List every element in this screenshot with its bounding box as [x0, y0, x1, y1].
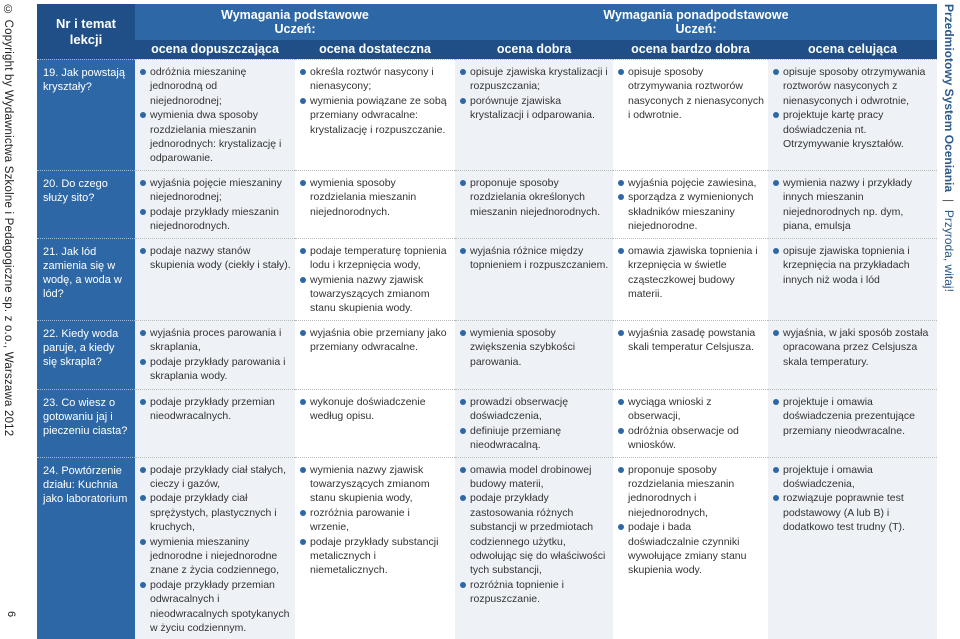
requirement-item: podaje przykłady substancji metalicznych i niemetalicznych.: [299, 535, 451, 578]
requirement-item: porównuje zjawiska krystalizacji i odparowania.: [459, 94, 609, 123]
requirement-item: odróżnia mieszaninę jednorodną od niejednorodnej;: [139, 65, 291, 108]
requirement-item: opisuje sposoby otrzymywania roztworów nasyconych z nienasyconych i odwrotnie.: [617, 65, 764, 123]
requirement-cell: [135, 389, 295, 457]
requirement-list: [617, 395, 764, 453]
requirement-item: wymienia nazwy zjawisk towarzyszących zmianom stanu skupienia wody.: [299, 273, 451, 316]
requirement-list: [139, 176, 291, 234]
lesson-title: 19. Jak powstają kryształy?: [37, 59, 135, 170]
grade-header: ocena celująca: [768, 40, 937, 59]
requirement-item: omawia zjawiska topnienia i krzepnięcia w świetle cząsteczkowej budowy materii.: [617, 244, 764, 302]
page-number: 6: [5, 611, 17, 617]
basic-requirements-title: Wymagania podstawowe: [135, 8, 455, 22]
requirement-list: [617, 244, 764, 302]
requirement-cell: [613, 170, 768, 238]
requirement-item: prowadzi obserwację doświadczenia,: [459, 395, 609, 424]
requirement-list: [459, 176, 609, 219]
requirement-item: rozróżnia parowanie i wrzenie,: [299, 506, 451, 535]
advanced-requirements-sub: Uczeń:: [455, 22, 937, 36]
requirement-list: [139, 395, 291, 424]
requirement-cell: [768, 320, 937, 389]
requirement-cell: [455, 238, 613, 320]
lesson-title: 21. Jak lód zamienia się w wodę, a woda w lód?: [37, 238, 135, 320]
requirement-cell: [295, 457, 455, 639]
requirement-cell: [768, 170, 937, 238]
requirement-item: wyjaśnia, w jaki sposób została opracowana przez Celsjusza skala temperatury.: [772, 326, 933, 369]
advanced-requirements-title: Wymagania ponadpodstawowe: [455, 8, 937, 22]
requirement-cell: [768, 59, 937, 170]
requirement-item: podaje nazwy stanów skupienia wody (ciekły i stały).: [139, 244, 291, 273]
series-title: Przedmiotowy System Oceniania: [942, 4, 956, 192]
requirement-cell: [295, 59, 455, 170]
requirement-list: [139, 326, 291, 384]
requirement-list: [617, 463, 764, 578]
requirement-cell: [135, 457, 295, 639]
requirement-item: wyjaśnia proces parowania i skraplania,: [139, 326, 291, 355]
requirement-item: omawia model drobinowej budowy materii,: [459, 463, 609, 492]
basic-requirements-sub: Uczeń:: [135, 22, 455, 36]
requirement-item: odróżnia obserwacje od wniosków.: [617, 424, 764, 453]
grade-header: ocena dobra: [455, 40, 613, 59]
requirement-cell: [613, 59, 768, 170]
requirement-cell: [295, 320, 455, 389]
requirement-cell: [455, 170, 613, 238]
requirement-item: opisuje zjawiska topnienia i krzepnięcia na przykładach innych niż woda i lód: [772, 244, 933, 287]
grade-header: ocena dostateczna: [295, 40, 455, 59]
requirement-item: wymienia mieszaniny jednorodne i niejednorodne znane z życia codziennego,: [139, 535, 291, 578]
requirement-list: [299, 65, 451, 137]
requirement-cell: [613, 238, 768, 320]
requirement-cell: [613, 457, 768, 639]
table-row: [37, 238, 937, 320]
requirement-list: [772, 463, 933, 535]
requirement-item: podaje przykłady mieszanin niejednorodnych.: [139, 205, 291, 234]
requirement-list: [772, 244, 933, 287]
requirement-item: rozwiązuje poprawnie test podstawowy (A lub B) i dodatkowo test trudny (T).: [772, 491, 933, 534]
lesson-title: 22. Kiedy woda paruje, a kiedy się skrapla?: [37, 320, 135, 389]
requirement-item: definiuje przemianę nieodwracalną.: [459, 424, 609, 453]
subject-title: Przyroda, witaj!: [942, 210, 956, 292]
requirement-list: [772, 65, 933, 151]
requirement-item: wyjaśnia różnice między topnieniem i rozpuszczaniem.: [459, 244, 609, 273]
requirement-cell: [135, 238, 295, 320]
requirement-list: [299, 326, 451, 355]
header-separator: |: [942, 199, 956, 202]
requirement-item: podaje przykłady przemian nieodwracalnych.: [139, 395, 291, 424]
requirement-list: [772, 395, 933, 438]
requirement-item: projektuje i omawia doświadczenia,: [772, 463, 933, 492]
table-row: [37, 320, 937, 389]
lesson-title: 24. Powtórzenie działu: Kuchnia jako laboratorium: [37, 457, 135, 639]
requirement-list: [772, 326, 933, 369]
requirement-item: wyjaśnia pojęcie zawiesina,: [617, 176, 764, 190]
requirement-list: [139, 244, 291, 273]
requirement-cell: [455, 59, 613, 170]
requirement-item: projektuje kartę pracy doświadczenia nt. Otrzymywanie kryształów.: [772, 108, 933, 151]
right-margin: [938, 0, 960, 621]
requirement-list: [617, 65, 764, 123]
requirement-item: wymienia sposoby rozdzielania mieszanin niejednorodnych.: [299, 176, 451, 219]
requirement-item: podaje przykłady ciał sprężystych, plastycznych i kruchych,: [139, 491, 291, 534]
requirement-item: podaje temperaturę topnienia lodu i krzepnięcia wody,: [299, 244, 451, 273]
requirement-cell: [455, 389, 613, 457]
lesson-title: 20. Do czego służy sito?: [37, 170, 135, 238]
requirement-item: opisuje sposoby otrzymywania roztworów nasyconych z nienasyconych i odwrotnie,: [772, 65, 933, 108]
requirements-table: [37, 4, 937, 639]
requirement-item: opisuje zjawiska krystalizacji i rozpuszczania;: [459, 65, 609, 94]
requirement-item: podaje i bada doświadczalnie czynniki wywołujące zmiany stanu skupienia wody.: [617, 520, 764, 578]
requirement-cell: [135, 59, 295, 170]
requirement-list: [299, 176, 451, 219]
requirement-list: [459, 463, 609, 607]
requirement-item: wyjaśnia zasadę powstania skali temperatur Celsjusza.: [617, 326, 764, 355]
requirement-item: proponuje sposoby rozdzielania określonych mieszanin niejednorodnych.: [459, 176, 609, 219]
requirement-item: wymienia dwa sposoby rozdzielania mieszanin jednorodnych: krystalizację i odparowanie.: [139, 108, 291, 166]
requirement-item: podaje przykłady zastosowania różnych substancji w przedmiotach codziennego użytku, odwołując się do właściwości tych substancji,: [459, 491, 609, 577]
requirement-list: [459, 244, 609, 273]
requirement-cell: [295, 170, 455, 238]
requirement-item: określa roztwór nasycony i nienasycony;: [299, 65, 451, 94]
requirement-item: rozróżnia topnienie i rozpuszczanie.: [459, 578, 609, 607]
requirement-item: projektuje i omawia doświadczenia prezentujące przemiany nieodwracalne.: [772, 395, 933, 438]
requirement-list: [139, 65, 291, 166]
requirement-item: wyjaśnia pojęcie mieszaniny niejednorodnej;: [139, 176, 291, 205]
requirement-list: [617, 326, 764, 355]
requirement-cell: [768, 238, 937, 320]
requirement-list: [459, 65, 609, 123]
requirement-list: [299, 463, 451, 578]
requirement-item: proponuje sposoby rozdzielania mieszanin jednorodnych i niejednorodnych,: [617, 463, 764, 521]
requirement-item: sporządza z wymienionych składników mieszaniny niejednorodne.: [617, 190, 764, 233]
requirement-cell: [455, 457, 613, 639]
requirement-item: wyjaśnia obie przemiany jako przemiany odwracalne.: [299, 326, 451, 355]
requirement-cell: [135, 320, 295, 389]
requirement-item: wymienia nazwy i przykłady innych mieszanin niejednorodnych np. dym, piana, emulsja: [772, 176, 933, 234]
grade-header: ocena dopuszczająca: [135, 40, 295, 59]
requirement-item: wyciąga wnioski z obserwacji,: [617, 395, 764, 424]
requirement-list: [459, 326, 609, 369]
grade-header: ocena bardzo dobra: [613, 40, 768, 59]
running-header: [942, 4, 956, 292]
copyright-text: © Copyright by Wydawnictwa Szkolne i Pedagogiczne sp. z o.o., Warszawa 2012: [2, 4, 14, 436]
requirement-cell: [135, 170, 295, 238]
requirement-cell: [295, 238, 455, 320]
requirement-list: [459, 395, 609, 453]
advanced-requirements-header: [455, 4, 937, 40]
requirement-list: [299, 244, 451, 316]
requirement-item: wymienia nazwy zjawisk towarzyszących zmianom stanu skupienia wody,: [299, 463, 451, 506]
requirement-item: podaje przykłady ciał stałych, cieczy i gazów,: [139, 463, 291, 492]
requirement-cell: [455, 320, 613, 389]
requirement-cell: [768, 389, 937, 457]
requirement-cell: [295, 389, 455, 457]
left-margin: [0, 0, 22, 621]
requirement-item: podaje przykłady przemian odwracalnych i nieodwracalnych spotykanych w życiu codziennym.: [139, 578, 291, 636]
requirement-cell: [613, 320, 768, 389]
basic-requirements-header: [135, 4, 455, 40]
lesson-column-header: Nr i temat lekcji: [37, 4, 135, 59]
requirement-item: wykonuje doświadczenie według opisu.: [299, 395, 451, 424]
requirement-list: [139, 463, 291, 636]
requirement-item: wymienia sposoby zwiększenia szybkości parowania.: [459, 326, 609, 369]
lesson-title: 23. Co wiesz o gotowaniu jaj i pieczeniu ciasta?: [37, 389, 135, 457]
requirement-cell: [613, 389, 768, 457]
requirement-list: [617, 176, 764, 234]
requirement-cell: [768, 457, 937, 639]
requirement-list: [772, 176, 933, 234]
table-row: [37, 389, 937, 457]
requirement-item: wymienia powiązane ze sobą przemiany odwracalne: krystalizację i rozpuszczanie.: [299, 94, 451, 137]
requirement-list: [299, 395, 451, 424]
table-row: [37, 59, 937, 170]
table-body: [37, 59, 937, 639]
requirement-item: podaje przykłady parowania i skraplania wody.: [139, 355, 291, 384]
table-row: [37, 457, 937, 639]
table-row: [37, 170, 937, 238]
